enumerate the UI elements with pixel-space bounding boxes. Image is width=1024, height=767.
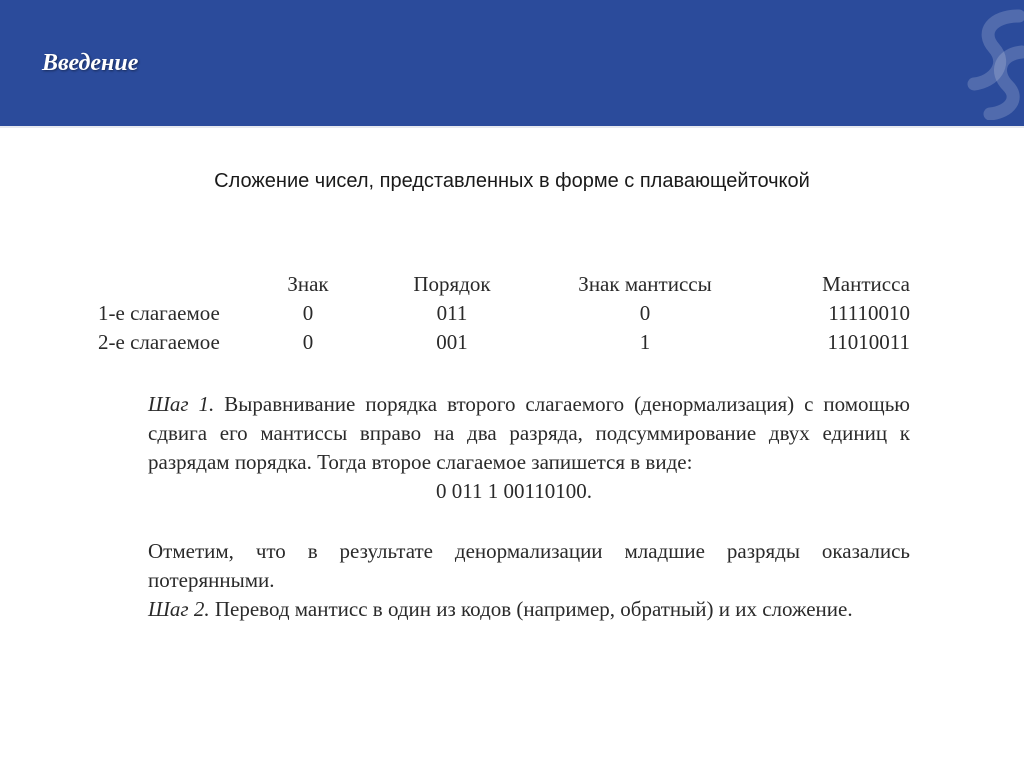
table-header-cell: Знак: [287, 272, 329, 296]
section-mark-icon: [964, 6, 1024, 120]
table-cell: 11010011: [827, 330, 910, 354]
table-row: [98, 328, 910, 357]
slide-header: [0, 0, 1024, 126]
table-header-cell: [98, 270, 268, 299]
table-cell: 1-е слагаемое: [98, 301, 220, 325]
table-cell: 2-е слагаемое: [98, 330, 220, 354]
step-1-paragraph: [98, 390, 910, 477]
step-2-text: Перевод мантисс в один из кодов (например, обратный) и их сложение.: [214, 597, 853, 621]
table-cell: 0: [302, 301, 314, 325]
table-cell: 1: [639, 330, 651, 354]
table-header-cell: Знак мантиссы: [578, 272, 712, 296]
table-header-cell: Порядок: [413, 272, 491, 296]
step-1-formula: 0 011 1 00110100.: [436, 479, 592, 503]
table-cell: 0: [302, 330, 314, 354]
table-cell: 0: [639, 301, 651, 325]
table-cell: 001: [436, 330, 468, 354]
step-1-text: Выравнивание порядка второго слагаемого (денормализация) с помощью сдвига его мантиссы вправо на два разряда, подсуммирование двух единиц к разрядам порядка. Тогда второе слагаемое запишется в виде:: [148, 392, 910, 474]
note-paragraph: Отметим, что в результате денормализации младшие разряды оказались потерянными.: [148, 539, 910, 592]
table-cell: 011: [436, 301, 468, 325]
scanned-text-block: [98, 270, 910, 624]
table-cell: 11110010: [828, 301, 910, 325]
slide-title: Введение: [42, 50, 139, 76]
step-2-label: Шаг 2.: [148, 597, 210, 621]
header-divider: [0, 126, 1024, 128]
table-header-cell: Мантисса: [822, 272, 910, 296]
step-2-paragraph: [98, 595, 910, 624]
table-header-row: [98, 270, 910, 299]
table-row: [98, 299, 910, 328]
step-1-label: Шаг 1.: [148, 392, 215, 416]
slide-subtitle: Сложение чисел, представленных в форме с плавающейточкой: [214, 170, 810, 192]
addends-table: [98, 270, 910, 357]
